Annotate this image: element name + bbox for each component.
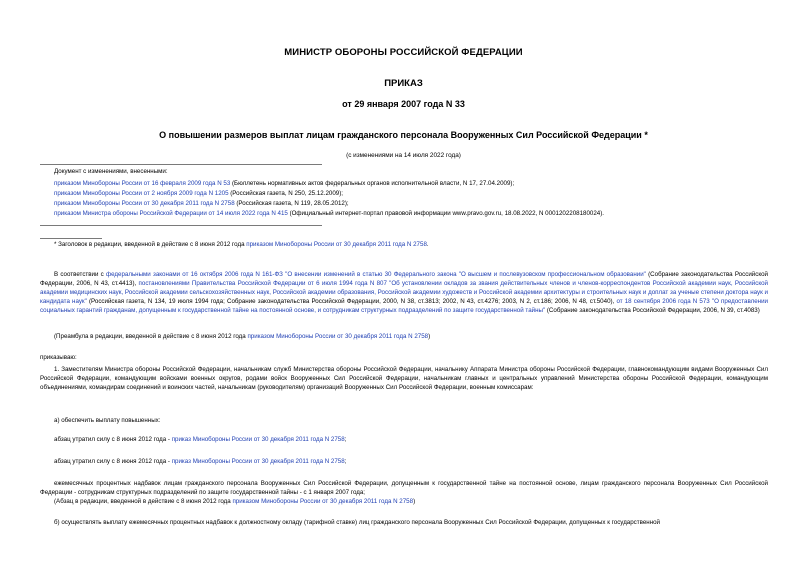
footnote-link[interactable]: приказом Минобороны России от 30 декабря 2011 года N 2758 <box>246 241 427 248</box>
ministry-heading: МИНИСТР ОБОРОНЫ РОССИЙСКОЙ ФЕДЕРАЦИИ <box>284 47 523 58</box>
abzac-void-2-link[interactable]: приказ Минобороны России от 30 декабря 2011 года N 2758 <box>171 458 345 465</box>
footnote: * Заголовок в редакции, введенной в действие с 8 июня 2012 года приказом Минобороны России от 30 декабря 2011 года N 2758. <box>54 241 429 248</box>
paragraph-b: б) осуществлять выплату ежемесячных процентных надбавок к должностному окладу (тарифной ставке) лиц гражданского персонала Вооруженных Сил Российской Федерации, допущенных к государственной <box>54 519 661 526</box>
divider-top <box>40 164 322 165</box>
abzac-void-1-link[interactable]: приказ Минобороны России от 30 декабря 2011 года N 2758 <box>171 436 345 443</box>
preamble-link-decree-573[interactable]: от 18 сентября 2006 года N 573 "О предоставлении социальных гарантий гражданам, допущенным к государственной тайне на постоянной основе, и сотрудникам структурных подразделений по защите государственной тайны" <box>40 298 768 314</box>
doc-date-number: от 29 января 2007 года N 33 <box>342 99 465 109</box>
preamble-link-laws[interactable]: федеральными законами от 16 октября 2006 года N 161-ФЗ "О внесении изменений в статью 30 Федерального закона "О высшем и послевузовском профессиональном образовании" <box>106 271 646 278</box>
paragraph-a: а) обеспечить выплату повышенных: <box>54 417 161 424</box>
amendment-link[interactable]: приказом Минобороны России от 30 декабря 2011 года N 2758 <box>54 200 235 207</box>
abzac-void-2: абзац утратил силу с 8 июня 2012 года - приказ Минобороны России от 30 декабря 2011 года N 2758; <box>54 458 347 465</box>
amendment-link[interactable]: приказом Минобороны России от 2 ноября 2009 года N 1205 <box>54 190 229 197</box>
amendment-link[interactable]: приказом Министра обороны Российской Федерации от 14 июля 2022 года N 415 <box>54 210 288 217</box>
doc-type-heading: ПРИКАЗ <box>384 78 423 89</box>
amendment-item: приказом Минобороны России от 2 ноября 2009 года N 1205 (Российская газета, N 250, 25.12.2009); <box>54 190 343 197</box>
monthly-note: (Абзац в редакции, введенной в действие с 8 июня 2012 года приказом Минобороны России от 30 декабря 2011 года N 2758) <box>54 498 416 505</box>
footnote-divider <box>40 238 102 239</box>
monthly-note-link[interactable]: приказом Минобороны России от 30 декабря 2011 года N 2758 <box>232 498 414 505</box>
divider-bottom <box>40 225 322 226</box>
prikazyvayu: приказываю: <box>40 354 77 361</box>
monthly-allowance-paragraph: ежемесячных процентных надбавок лицам гражданского персонала Вооруженных Сил Российской Федерации, допущенным к государственной тайне на постоянной основе, лицам гражданского персонала Вооруженных Сил Российской Федерации - сотрудникам структурных подразделений по защите государственной тайны - с 1 января 2007 года; <box>40 480 768 496</box>
preamble-note: (Преамбула в редакции, введенной в действие с 8 июня 2012 года приказом Минобороны России от 30 декабря 2011 года N 2758) <box>54 333 431 340</box>
doc-title: О повышении размеров выплат лицам гражданского персонала Вооруженных Сил Российской Федерации * <box>159 130 648 140</box>
amendment-item: приказом Минобороны России от 30 декабря 2011 года N 2758 (Российская газета, N 119, 28.05.2012); <box>54 200 349 207</box>
abzac-void-1: абзац утратил силу с 8 июня 2012 года - приказ Минобороны России от 30 декабря 2011 года N 2758; <box>54 436 347 443</box>
amendment-item: приказом Минобороны России от 16 февраля 2009 года N 53 (Бюллетень нормативных актов федеральных органов исполнительной власти, N 17, 27.04.2009); <box>54 180 515 187</box>
preamble-note-link[interactable]: приказом Минобороны России от 30 декабря 2011 года N 2758 <box>247 333 429 340</box>
preamble-link-decree-807[interactable]: постановлениями Правительства Российской Федерации от 6 июля 1994 года N 807 "Об установлении окладов за звания действительных членов и членов-корреспондентов Российской академии наук, Российской академии медицинских наук, Российской академии сельскохозяйственных наук, Российской академии образования, Российской академии художеств и Российской академии архитектуры и строительных наук и доплат за ученые степени доктора наук и кандидата наук" <box>40 280 768 305</box>
amended-note: (с изменениями на 14 июля 2022 года) <box>346 152 461 159</box>
amendment-item: приказом Министра обороны Российской Федерации от 14 июля 2022 года N 415 (Официальный интернет-портал правовой информации www.pravo.gov.ru, 18.08.2022, N 0001202208180024). <box>54 210 605 217</box>
amendment-link[interactable]: приказом Минобороны России от 16 февраля 2009 года N 53 <box>54 180 231 187</box>
preamble-paragraph: В соответствии с федеральными законами от 16 октября 2006 года N 161-ФЗ "О внесении изменений в статью 30 Федерального закона "О высшем и послевузовском профессиональном образовании" (Собрание законодательства Российской Федерации, 2006, N 43, ст.4413), постановлениями Правительства Российской Федерации от 6 июля 1994 года N 807 "Об установлении окладов за звания действительных членов и членов-корреспондентов Российской академии наук, Российской академии медицинских наук, Российской академии сельскохозяйственных наук, Российской академии образования, Российской академии художеств и Российской академии архитектуры и строительных наук и доплат за ученые степени доктора наук и кандидата наук" (Российская газета, N 134, 19 июля 1994 года; Собрание законодательства Российской Федерации, 2000, N 38, ст.3813; 2002, N 43, ст.4276; 2003, N 2, ст.186; 2006, N 48, ст.5040), от 18 сентября 2006 года N 573 "О предоставлении социальных гарантий гражданам, допущенным к государственной тайне на постоянной основе, и сотрудникам структурных подразделений по защите государственной тайны" (Собрание законодательства Российской Федерации, 2006, N 39, ст.4083) <box>40 271 768 314</box>
amendments-intro: Документ с изменениями, внесенными: <box>54 168 168 175</box>
paragraph-1: 1. Заместителям Министра обороны Российской Федерации, начальникам служб Министерства обороны Российской Федерации, начальнику Аппарата Министра обороны Российской Федерации, главнокомандующим видами Вооруженных Сил Российской Федерации, командующим войсками военных округов, родами войск Вооруженных Сил Российской Федерации, начальникам главных и центральных управлений Министерства обороны Российской Федерации, командующим объединениями, командирам соединений и воинских частей, начальникам (руководителям) организаций Вооруженных Сил Российской Федерации, военным комиссарам: <box>40 366 768 391</box>
